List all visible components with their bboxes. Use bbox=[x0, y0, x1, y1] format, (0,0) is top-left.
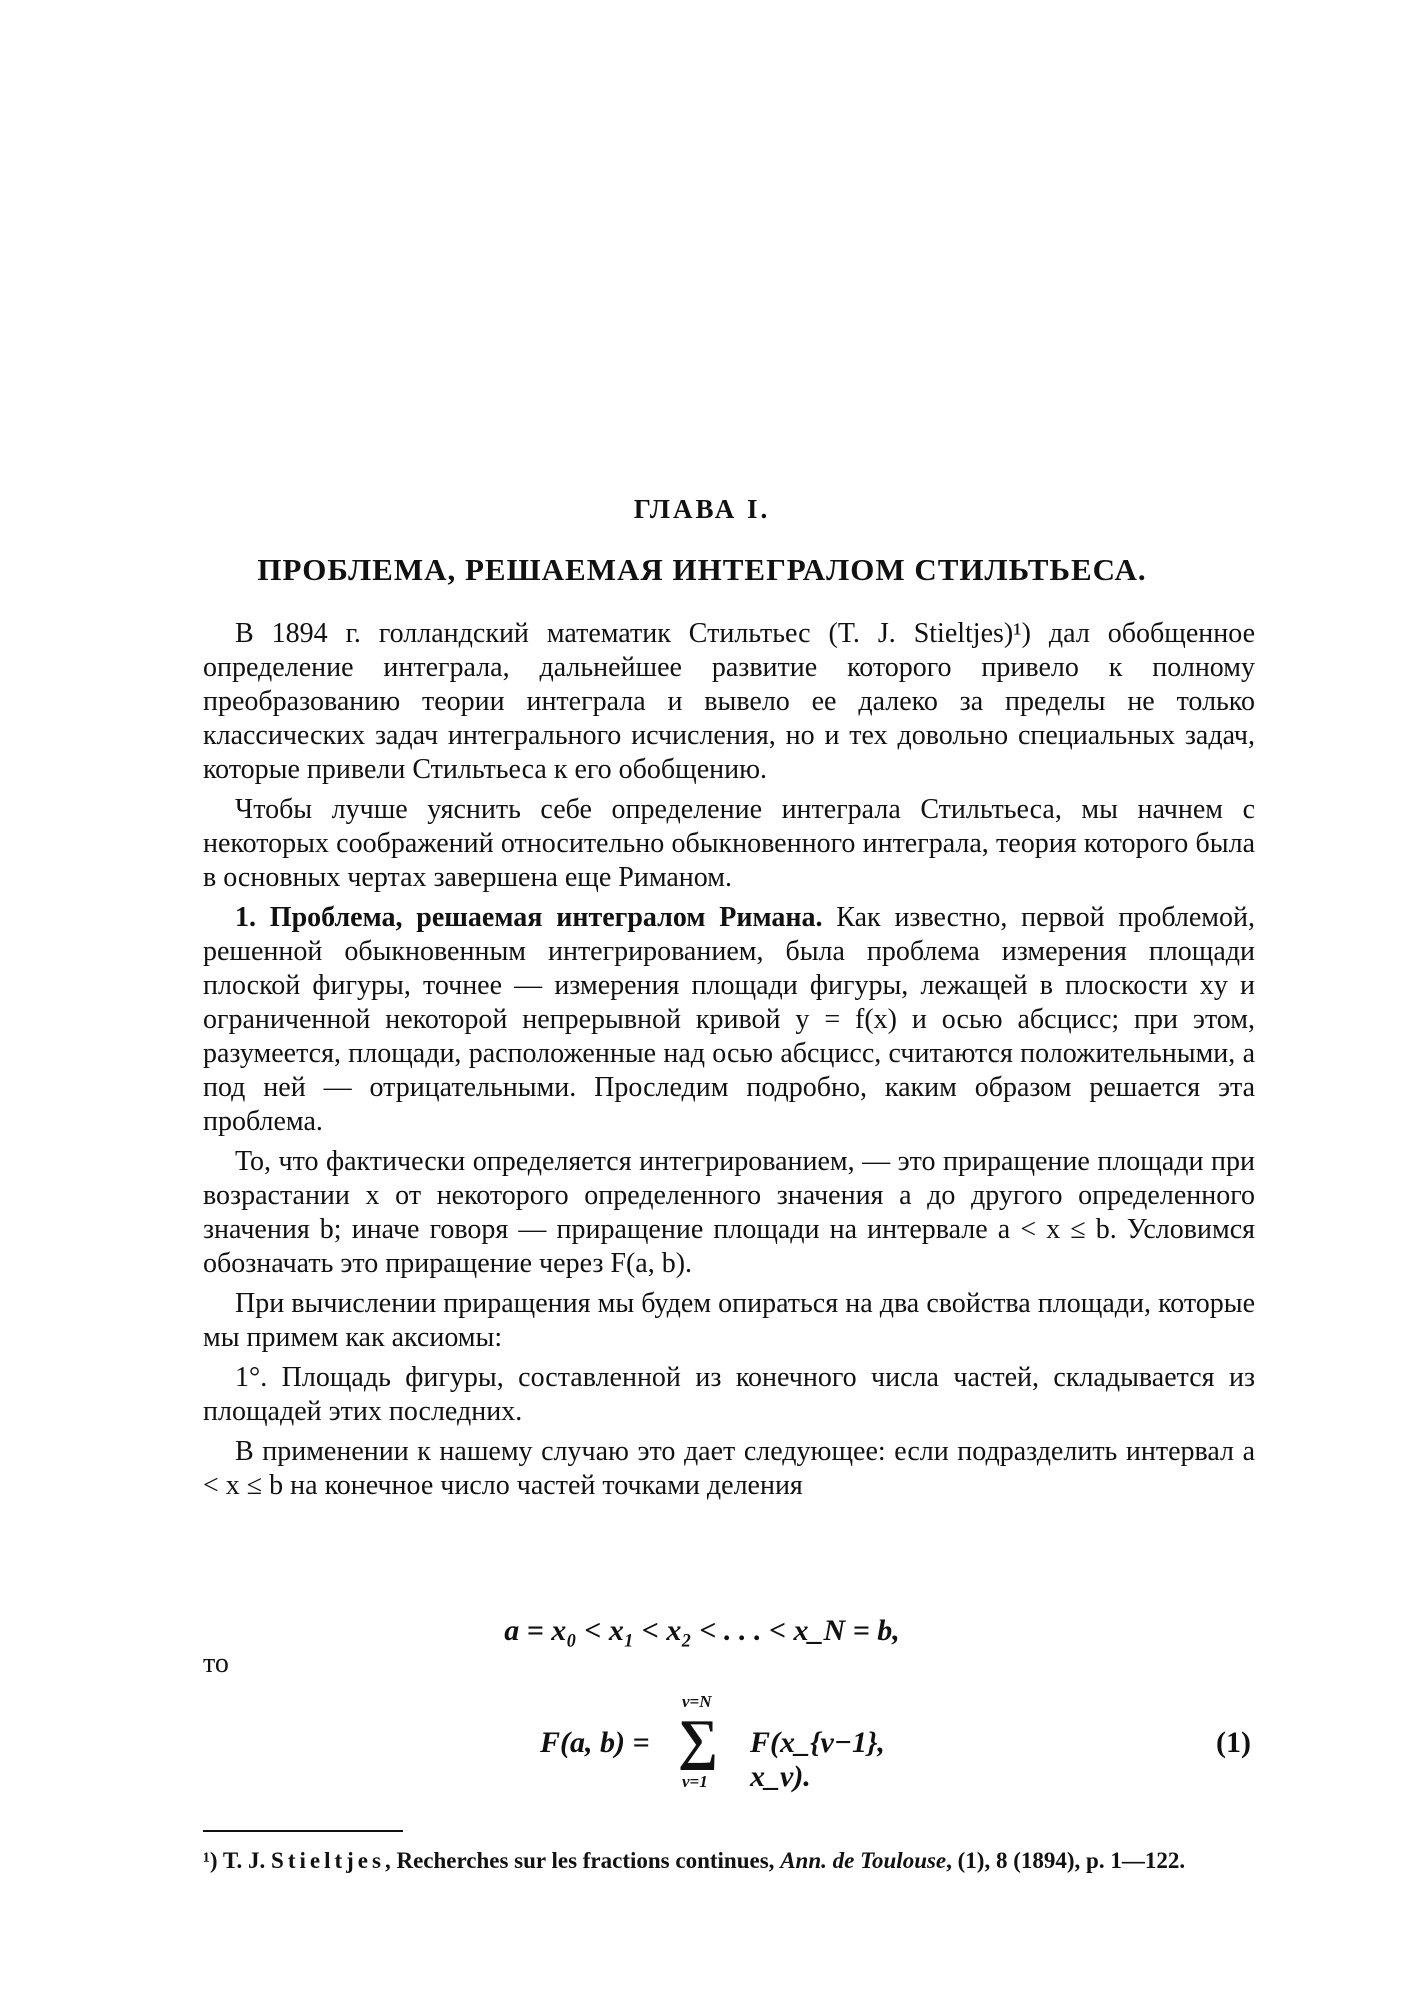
footnote-author: Stieltjes bbox=[271, 1848, 385, 1873]
partition-formula: a = x₀ < x₁ < x₂ < . . . < x_N = b, bbox=[504, 1614, 900, 1647]
footnote-journal: Ann. de Toulouse bbox=[780, 1848, 947, 1873]
chapter-title: ПРОБЛЕМА, РЕШАЕМАЯ ИНТЕГРАЛОМ СТИЛЬТЬЕСА. bbox=[257, 552, 1147, 587]
sum-right-side: F(x_{ν−1}, x_ν). bbox=[750, 1726, 885, 1793]
sum-left-side: F(a, b) = bbox=[540, 1726, 650, 1759]
footnote-divider bbox=[203, 1830, 403, 1832]
sum-formula bbox=[0, 1692, 1404, 1802]
section-1-text: Как известно, первой проблемой, решенной обыкновенным интегрированием, была проблема измерения площади плоской фигуры, точнее — измерения площади фигуры, лежащей в плоскости xy и ограниченной некоторой непрерывной кривой y = f(x) и осью абсцисс; при этом, разумеется, площади, расположенные над осью абсцисс, считаются положительными, а под ней — отрицательными. Проследим подробно, каким образом решается эта проблема. bbox=[203, 902, 1255, 1137]
paragraph-axioms-intro: При вычислении приращения мы будем опираться на два свойства площади, которые мы примем как аксиомы: bbox=[203, 1288, 1255, 1353]
sum-lower-limit: ν=1 bbox=[682, 1772, 708, 1791]
paragraph-application: В применении к нашему случаю это дает следующее: если подразделить интервал a < x ≤ b на конечное число частей точками деления bbox=[203, 1436, 1255, 1501]
then-word: то bbox=[203, 1648, 229, 1679]
paragraph-section-1 bbox=[203, 901, 1255, 1139]
sum-upper-limit: ν=N bbox=[682, 1692, 712, 1711]
equation-number: (1) bbox=[1216, 1726, 1251, 1759]
paragraph-axiom-1: 1°. Площадь фигуры, составленной из конечного числа частей, складывается из площадей этих последних. bbox=[203, 1362, 1255, 1427]
chapter-label: ГЛАВА I. bbox=[633, 494, 771, 524]
section-heading: 1. Проблема, решаемая интегралом Римана. bbox=[235, 902, 823, 933]
footnote-marker: ¹) T. J. bbox=[203, 1848, 266, 1873]
paragraph-intro: В 1894 г. голландский математик Стильтьес (T. J. Stieltjes)¹) дал обобщенное определение интеграла, дальнейшее развитие которого привело к полному преобразованию теории интеграла и вывело ее далеко за пределы не только классических задач интегрального исчисления, но и тех довольно специальных задач, которые привели Стильтьеса к его обобщению. bbox=[203, 618, 1255, 785]
paragraph-increment: То, что фактически определяется интегрированием, — это приращение площади при возрастании x от некоторого определенного значения a до другого определенного значения b; иначе говоря — приращение площади на интервале a < x ≤ b. Условимся обозначать это приращение через F(a, b). bbox=[203, 1146, 1255, 1279]
sigma-symbol: ∑ bbox=[678, 1709, 718, 1771]
footnote-title: , Recherches sur les fractions continues, bbox=[384, 1848, 781, 1873]
footnote bbox=[203, 1846, 1255, 1876]
footnote-tail: , (1), 8 (1894), p. 1—122. bbox=[946, 1848, 1186, 1873]
body-text bbox=[203, 617, 1255, 1509]
paragraph-purpose: Чтобы лучше уяснить себе определение интеграла Стильтьеса, мы начнем с некоторых соображений относительно обыкновенного интеграла, теория которого была в основных чертах завершена еще Риманом. bbox=[203, 794, 1255, 893]
